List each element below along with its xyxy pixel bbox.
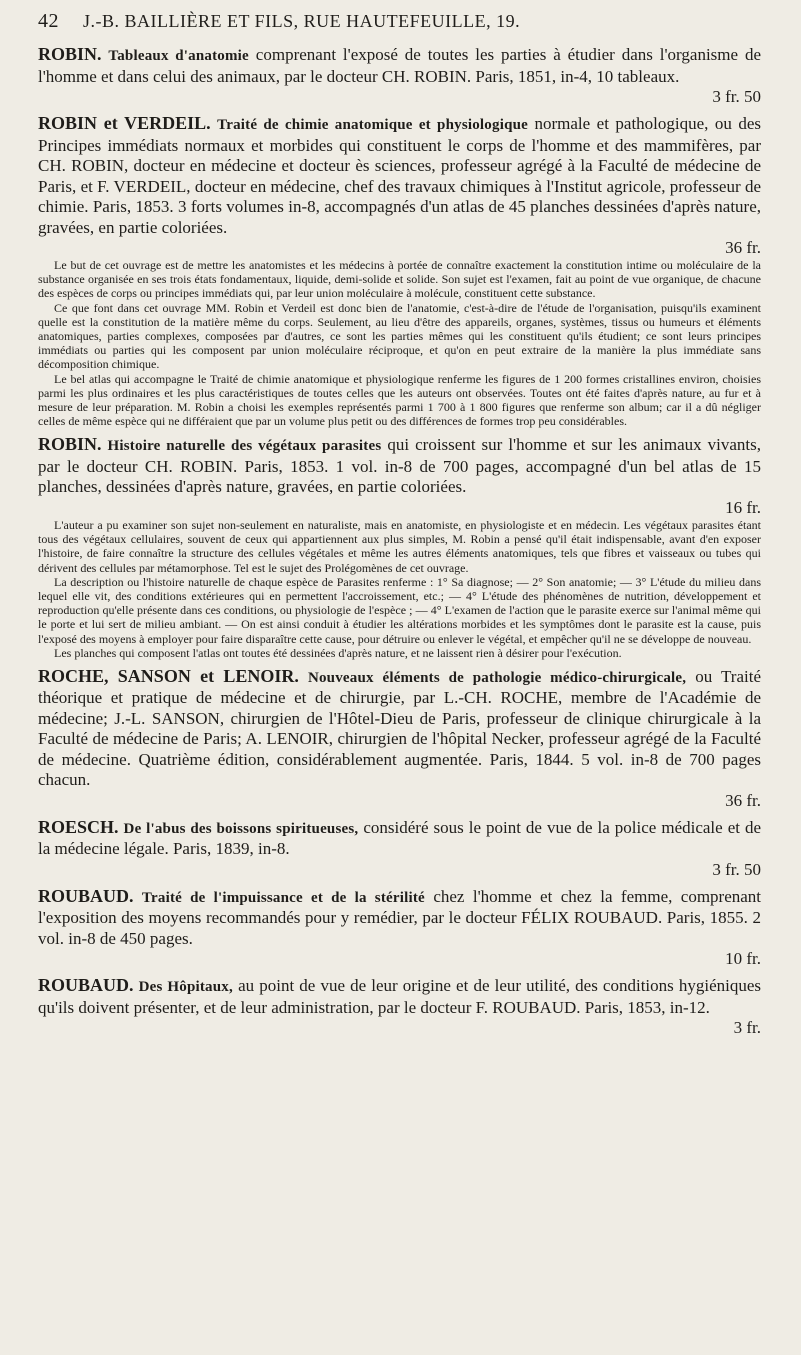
catalogue-entry [38,817,761,880]
entry-author: ROBIN et VERDEIL. [38,113,211,133]
entry-description [38,44,761,87]
catalogue-entry [38,666,761,811]
catalogue-entry [38,434,761,660]
entry-note: Les planches qui composent l'atlas ont toutes été dessinées d'après nature, et ne laissent rien à désirer pour l'exécution. [54,645,622,660]
entry-title: Traité de chimie anatomique et physiologique [217,117,529,133]
entry-description [38,975,761,1018]
entry-author: ROCHE, SANSON et LENOIR. [38,665,299,686]
entry-note: L'auteur a pu examiner son sujet non-seulement en naturaliste, mais en anatomiste, en physiologiste et en médecin. Les végétaux parasites étant tous des végétaux cellulaires, souvent de ceux qui appartiennent aux plus simples, M. Robin a pensé qu'il était indispensable, avant d'en exposer l'histoire, de faire connaître la structure des cellules végétales et même les autres éléments anatomiques, tels que fibres et vaisseaux ou tubes qui dérivent des cellules par métamorphose. Tel est le sujet des Prolégomènes de cet ouvrage. [38,517,761,575]
entry-description [38,113,761,238]
entry-author: ROBIN. [38,44,102,64]
entry-description [38,817,761,860]
page-number: 42 [38,10,59,32]
entry-author: ROUBAUD. [38,885,134,906]
entry-note: Le bel atlas qui accompagne le Traité de chimie anatomique et physiologique renferme les figures de 1 200 formes cristallines environ, choisies parmi les plus ordinaires et les plus caractéristiques de toutes celles que les auteurs ont observées. Toutes ont été faites d'après nature, au fur et à mesure de leur préparation. M. Robin a choisi les exemples représentés parmi 1 700 à 1 800 figures que renferme son album; car il a dû négliger celles de même espèce qui ne différaient que par un volume plus petit ou des différences de formes trop peu considérables. [38,371,761,429]
entry-price: 3 fr. 50 [712,859,761,879]
entry-author: ROBIN. [38,434,102,455]
entry-note: La description ou l'histoire naturelle de chaque espèce de Parasites renferme : 1° Sa diagnose; — 2° Son anatomie; — 3° L'étude du milieu dans lequel elle vit, des conditions extérieures qui en permettent l'accroissement, etc.; — 4° L'étude des phénomènes de nutrition, développement et reproduction qu'elle présente dans ces conditions, ou physiologie de l'espèce ; — 4° L'examen de l'action que le parasite exerce sur l'animal même qui le porte et lui sert de milieu ambiant. — On est ainsi conduit à étudier les altérations morbides et les symptômes dont le parasite est la cause, puis l'exposé des moyens à employer pour faire disparaître cette cause, pour détruire ou enlever le végétal, et empêcher qu'il ne se développe de nouveau. [38,574,761,646]
entry-title: Nouveaux éléments de pathologie médico-chirurgicale, [307,669,687,686]
entry-text: normale et pathologique, ou des Principes immédiats normaux et morbides qui constituent le corps de l'homme et des mammifères, par CH. ROBIN, docteur en médecine et docteur ès sciences, professeur agrégé à la Faculté de médecine de Paris, et F. VERDEIL, docteur en médecine, chef des travaux chimiques à l'Institut agricole, professeur de chimie. Paris, 1853. 3 forts volumes in-8, accompagnés d'un atlas de 45 planches dessinées d'après nature, gravées, en partie coloriées. [38,114,762,237]
entry-price: 36 fr. [725,790,761,810]
entry-price: 3 fr. 50 [712,87,761,106]
entry-price: 36 fr. [725,238,761,257]
entry-description [38,886,761,950]
entry-author: ROESCH. [38,816,119,837]
entry-price: 10 fr. [725,949,761,969]
entry-text: qui croissent sur l'homme et sur les animaux vivants, par le docteur CH. ROBIN. Paris, 1853. 1 vol. in-8 de 700 pages, accompagné d'un bel atlas de 15 planches, dessinées d'après nature, gravées, en partie coloriées. [38,435,761,497]
entry-note: Ce que font dans cet ouvrage MM. Robin et Verdeil est donc bien de l'anatomie, c'est-à-dire de l'étude de l'organisation, puisqu'ils examinent quelle est la constitution de la matière même du corps. Seulement, au lieu d'être des appareils, organes, systèmes, tissus ou humeurs et éléments anatomiques, parties complexes, composées par d'autres, ce sont les parties mêmes qui les constituent qu'ils étudient; ce sont leurs principes immédiats ou parties qui les composent par union moléculaire réciproque, et qu'on en peut extraire de la manière la plus immédiate sans décomposition chimique. [38,300,761,372]
publisher-line: J.-B. BAILLIÈRE ET FILS, RUE HAUTEFEUILLE, 19. [83,11,521,31]
entry-price: 16 fr. [725,497,761,517]
catalogue-entry [38,113,761,428]
entry-title: Traité de l'impuissance et de la stérilité [141,889,425,906]
catalogue-entry [38,975,761,1038]
entry-title: Histoire naturelle des végétaux parasites [107,438,382,455]
entry-text: ou Traité théorique et pratique de médecine et de chirurgie, par L.-CH. ROCHE, membre de l'Académie de médecine; J.-L. SANSON, chirurgien de l'Hôtel-Dieu de Paris, professeur de clinique chirurgicale à la Faculté de médecine de Paris; A. LENOIR, chirurgien de l'hôpital Necker, professeur agrégé de la Faculté de médecine. Quatrième édition, considérablement augmentée. Paris, 1844. 5 vol. in-8 de 700 pages chacun. [38,666,762,790]
entry-title: De l'abus des boissons spiritueuses, [123,820,359,837]
entry-author: ROUBAUD. [38,975,134,996]
entry-text: chez l'homme et chez la femme, comprenant l'exposition des moyens recommandés pour y remédier, par le docteur FÉLIX ROUBAUD. Paris, 1855. 2 vol. in-8 de 450 pages. [38,886,762,948]
entry-text: au point de vue de leur origine et de leur utilité, des conditions hygiéniques qu'ils doivent présenter, et de leur administration, par le docteur F. ROUBAUD. Paris, 1853, in-12. [38,976,762,1017]
entry-description [38,434,761,498]
entry-title: Tableaux d'anatomie [108,48,249,64]
catalogue-entry [38,886,761,970]
running-head [38,10,761,44]
entry-price: 3 fr. [733,1018,761,1038]
entry-description [38,666,761,791]
entry-text: considéré sous le point de vue de la police médicale et de la médecine légale. Paris, 1839, in-8. [38,817,761,859]
entry-note: Le but de cet ouvrage est de mettre les anatomistes et les médecins à portée de connaître exactement la constitution intime ou moléculaire de la substance organisée en ses trois états fondamentaux, liquide, demi-solide et solide. Son sujet est l'examen, fait au point de vue organique, de chacune des espèces de corps ou principes immédiats qui, par leur union moléculaire à molécule, constituent cette substance. [38,258,761,301]
entry-title: Des Hôpitaux, [138,979,233,996]
entry-text: comprenant l'exposé de toutes les parties à étudier dans l'organisme de l'homme et dans celui des animaux, par le docteur CH. ROBIN. Paris, 1851, in-4, 10 tableaux. [38,45,761,86]
catalogue-entry [38,44,761,107]
